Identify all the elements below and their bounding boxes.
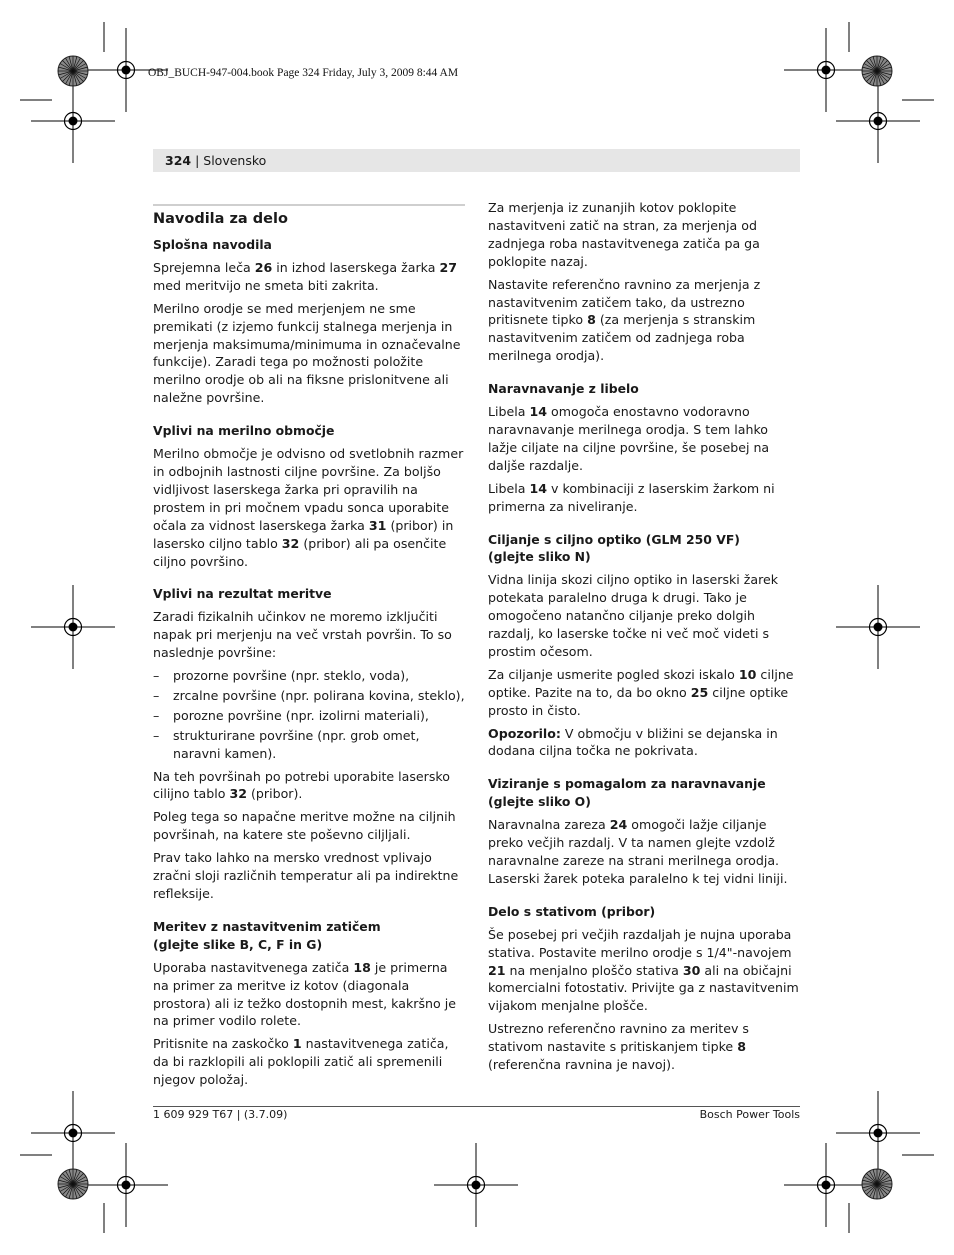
text-run: Uporaba nastavitvenega zatiča bbox=[153, 959, 354, 975]
paragraph: Poleg tega so napačne meritve možne na ciljnih površinah, na katere ste poševno ciljljali. bbox=[153, 809, 456, 843]
text-run: (pribor). bbox=[247, 786, 303, 802]
text-run: (referenčna ravnina je navoj). bbox=[488, 1057, 676, 1073]
paragraph bbox=[488, 480, 800, 516]
crosshair-dot bbox=[122, 66, 131, 75]
print-job-info: OBJ_BUCH-947-004.book Page 324 Friday, July 3, 2009 8:44 AM bbox=[148, 67, 459, 79]
reference-number: 14 bbox=[529, 404, 548, 420]
crosshair-dot bbox=[472, 1181, 481, 1190]
reference-number: 10 bbox=[738, 666, 757, 682]
list-item: – zrcalne površine (npr. polirana kovina, steklo), bbox=[153, 687, 465, 705]
paragraph bbox=[153, 1035, 465, 1089]
subheading-general: Splošna navodila bbox=[153, 237, 272, 252]
text-run: Na teh površinah po potrebi uporabite lasersko cilijno tablo bbox=[153, 768, 450, 802]
subheading-range: Vplivi na merilno območje bbox=[153, 423, 335, 439]
paragraph: Merilno orodje se med merjenjem ne sme premikati (z izjemo funkcij stalnega merjenja in merjenja maksimuma/minimuma in označevalne funkcije). Zaradi tega po možnosti položite merilno orodje ob ali na fiksne prislonitvene ali naležne površine. bbox=[153, 300, 461, 406]
text-run: ali na običajni komercialni fotostativ. Privijte ga z nastavitvenim vijakom menjalne plošče. bbox=[488, 962, 799, 1014]
list-item: – prozorne površine (npr. steklo, voda), bbox=[153, 667, 465, 685]
reference-number: 32 bbox=[229, 786, 247, 802]
text-run: (za merjenja s stranskim nastavitvenim zatičem od zadnjega roba merilnega orodja). bbox=[488, 312, 756, 364]
footer-brand: Bosch Power Tools bbox=[699, 1108, 800, 1121]
subheading-tripod: Delo s stativom (pribor) bbox=[488, 903, 656, 919]
crosshair-dot bbox=[69, 117, 78, 126]
section-rule bbox=[153, 204, 465, 206]
subheading-line: Ciljanje s ciljno optiko (GLM 250 VF) bbox=[488, 531, 740, 547]
header-language: Slovensko bbox=[203, 153, 267, 168]
subheading-line: (glejte sliko N) bbox=[488, 549, 591, 565]
reference-number: 8 bbox=[737, 1039, 746, 1055]
text-run: Pritisnite na zaskočko bbox=[153, 1036, 293, 1052]
subheading-result: Vplivi na rezultat meritve bbox=[153, 586, 332, 602]
text-run: omogoči lažje ciljanje preko večjih razdalj. V ta namen glejte vzdolž naravnalne zareze na strani merilnega orodja. Laserski žarek poteka paralelno k tej vidni liniji. bbox=[488, 817, 788, 886]
reference-number: 26 bbox=[254, 259, 273, 275]
reference-number: 14 bbox=[529, 480, 548, 496]
text-run: Libela bbox=[488, 480, 530, 496]
crosshair-dot bbox=[69, 1129, 78, 1138]
text-run: in izhod laserskega žarka bbox=[272, 259, 440, 275]
paragraph: Vidna linija skozi ciljno optiko in laserski žarek potekata paralelno druga k drugi. Tako je omogočeno natančno ciljanje preko dolgih razdalj, ko laserske točke ni več moč videti s prostim očesom. bbox=[488, 572, 779, 659]
subheading-sight bbox=[488, 775, 800, 811]
text-run: V območju v bližini se dejanska in dodana ciljna točka ne pokrivata. bbox=[488, 725, 778, 759]
footer-doc-number: 1 609 929 T67 | (3.7.09) bbox=[153, 1108, 288, 1121]
header-separator: | bbox=[191, 153, 204, 168]
subheading-line: Meritev z nastavitvenim zatičem bbox=[153, 918, 381, 934]
paragraph bbox=[488, 926, 800, 1016]
text-run: Libela bbox=[488, 404, 530, 420]
reference-number: 30 bbox=[682, 962, 701, 978]
reference-number: 21 bbox=[488, 962, 506, 978]
warning-paragraph bbox=[488, 725, 800, 761]
text-run: med meritvijo ne smeta biti zakrita. bbox=[153, 277, 379, 293]
text-run: na menjalno ploščo stativa bbox=[505, 962, 683, 978]
paragraph bbox=[153, 959, 465, 1031]
text-run: Sprejemna leča bbox=[153, 259, 255, 275]
crosshair-dot bbox=[69, 623, 78, 632]
crosshair-dot bbox=[874, 117, 883, 126]
subheading-pin bbox=[153, 918, 465, 954]
crosshair-dot bbox=[874, 623, 883, 632]
paragraph: Prav tako lahko na mersko vrednost vplivajo zračni sloji različnih temperatur ali pa indirektne refleksije. bbox=[153, 850, 459, 901]
left-column bbox=[153, 204, 465, 1094]
footer-rule bbox=[153, 1106, 800, 1107]
reference-number: 25 bbox=[690, 684, 709, 700]
text-run: Merilno območje je odvisno od svetlobnih razmer in odbojnih lastnosti ciljne površine. Za boljšo vidljivost laserskega žarka pri opravilih na prostem in pri močnem vpadu sonca uporabite očala za vidnost laserskega žarka bbox=[153, 446, 464, 533]
page-header-bar bbox=[153, 149, 800, 172]
subheading-level: Naravnavanje z libelo bbox=[488, 381, 639, 397]
reference-number: 18 bbox=[353, 959, 371, 975]
paragraph: Zaradi fizikalnih učinkov ne moremo izključiti napak pri merjenju na več vrstah površin. To so naslednje površine: bbox=[153, 609, 452, 661]
reference-number: 8 bbox=[587, 312, 596, 328]
text-run: je primerna na primer za meritve iz kotov (diagonala prostora) ali iz težko dostopnih mest, kakršno je na primer vodilo rolete. bbox=[153, 959, 456, 1029]
crosshair-dot bbox=[822, 66, 831, 75]
reference-number: 32 bbox=[281, 535, 300, 551]
text-run: Ustrezno referenčno ravnino za meritev s stativom nastavite s pritiskanjem tipke bbox=[488, 1021, 749, 1055]
text-run: nastavitvenega zatiča, da bi razklopili ali poklopili zatič ali spremenili njegov položaj. bbox=[153, 1036, 449, 1088]
text-run: omogoča enostavno vodoravno naravnavanje merilnega orodja. S tem lahko lažje ciljate na ciljne površine, še posebej na daljše razdalje. bbox=[488, 404, 770, 473]
subheading-line: (glejte sliko O) bbox=[488, 794, 591, 810]
text-run: Nastavite referenčno ravnino za merjenja z nastavitvenim zatičem tako, da ustrezno pritisnete tipko bbox=[488, 276, 761, 328]
list-item: – porozne površine (npr. izolirni materiali), bbox=[153, 707, 465, 725]
paragraph bbox=[488, 276, 800, 366]
reference-number: 31 bbox=[368, 517, 387, 533]
crosshair-dot bbox=[122, 1181, 131, 1190]
paragraph bbox=[488, 1020, 800, 1074]
subheading-optics bbox=[488, 531, 800, 567]
reference-number: 1 bbox=[292, 1036, 302, 1052]
text-run: (pribor) in lasersko ciljno tablo bbox=[153, 517, 454, 551]
reference-number: 24 bbox=[609, 817, 628, 833]
paragraph: Za merjenja iz zunanjih kotov poklopite nastavitveni zatič na stran, za merjenja od zadnjega roba nastavitvenega zatiča pa ga poklopite nazaj. bbox=[488, 200, 760, 269]
paragraph bbox=[153, 259, 465, 295]
subheading-line: Viziranje s pomagalom za naravnavanje bbox=[488, 776, 766, 792]
crosshair-dot bbox=[874, 1129, 883, 1138]
text-run: Za ciljanje usmerite pogled skozi iskalo bbox=[488, 666, 739, 682]
list-item: – strukturirane površine (npr. grob omet, naravni kamen). bbox=[153, 727, 465, 763]
text-run: Naravnalna zareza bbox=[488, 817, 610, 833]
paragraph bbox=[153, 445, 465, 570]
reference-number: 27 bbox=[439, 259, 457, 275]
crosshair-dot bbox=[822, 1181, 831, 1190]
text-run: ciljne optike prosto in čisto. bbox=[488, 684, 789, 718]
surface-list bbox=[153, 667, 465, 763]
text-run: v kombinaciji z laserskim žarkom ni primerna za niveliranje. bbox=[488, 480, 775, 514]
paragraph bbox=[488, 666, 800, 720]
text-run: Še posebej pri večjih razdaljah je nujna uporaba stativa. Postavite merilno orodje s 1/4"-navojem bbox=[488, 926, 792, 960]
text-run: (pribor) ali pa osenčite ciljno površino. bbox=[153, 535, 447, 569]
subheading-line: (glejte slike B, C, F in G) bbox=[153, 936, 323, 952]
text-run: ciljne optike. Pazite na to, da bo okno bbox=[488, 666, 794, 700]
right-column bbox=[488, 199, 800, 1079]
paragraph bbox=[488, 403, 800, 475]
page-number: 324 bbox=[165, 153, 192, 168]
paragraph bbox=[153, 768, 465, 804]
paragraph bbox=[488, 816, 800, 888]
page-header bbox=[165, 153, 266, 168]
section-title: Navodila za delo bbox=[153, 211, 288, 227]
reference-number: Opozorilo: bbox=[488, 725, 561, 741]
